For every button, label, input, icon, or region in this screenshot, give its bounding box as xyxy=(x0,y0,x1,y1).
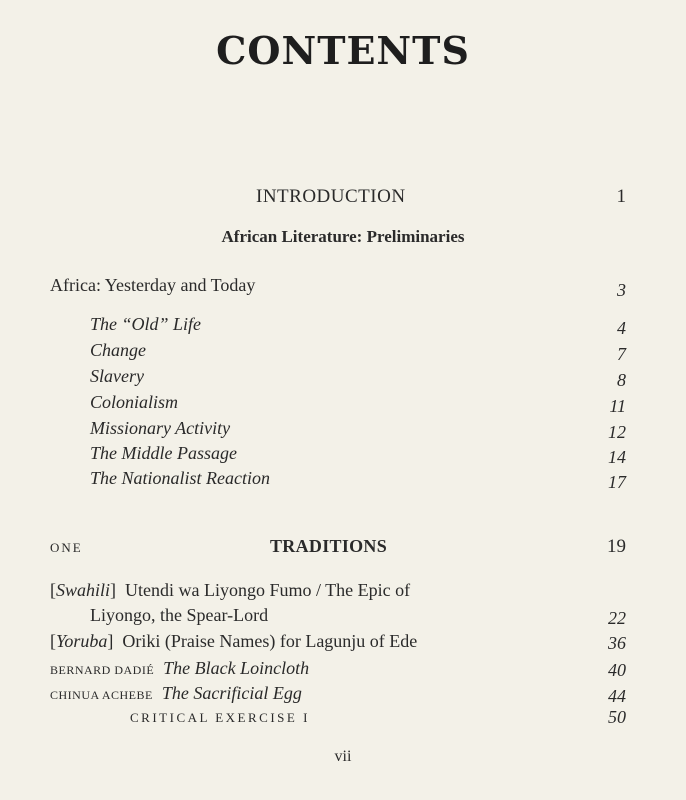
toc-entry xyxy=(50,580,410,601)
part-one-label: ONE xyxy=(50,540,83,555)
bracket: ] xyxy=(110,580,117,600)
part-one-title: TRADITIONS xyxy=(270,536,388,556)
introduction-heading: INTRODUCTION xyxy=(256,186,406,207)
bracket: [ xyxy=(50,631,56,651)
toc-entry-page: 22 xyxy=(608,608,626,628)
source-language: Swahili xyxy=(56,580,111,600)
toc-subitem-title: Slavery xyxy=(90,366,144,386)
part-one-page-number: 19 xyxy=(607,536,626,557)
toc-subitem-page: 4 xyxy=(617,318,626,338)
toc-entry-page: 40 xyxy=(608,660,626,680)
toc-subitem-title: Colonialism xyxy=(90,392,179,412)
toc-subitem-page: 12 xyxy=(608,422,626,442)
page-folio: vii xyxy=(334,748,352,765)
toc-subitem-title: The Middle Passage xyxy=(90,443,237,463)
toc-subitem-page: 8 xyxy=(617,370,626,390)
toc-subitem-title: The “Old” Life xyxy=(90,314,202,334)
toc-entry xyxy=(50,683,302,704)
toc-subitem-page: 17 xyxy=(608,472,626,492)
entry-author: BERNARD DADIÉ xyxy=(50,663,155,677)
entry-title-line: Utendi wa Liyongo Fumo / The Epic of xyxy=(125,580,411,600)
entry-title: The Black Loincloth xyxy=(163,658,310,678)
critical-exercise-page: 50 xyxy=(608,707,626,727)
entry-title: Oriki (Praise Names) for Lagunju of Ede xyxy=(122,631,418,651)
entry-title: The Sacrificial Egg xyxy=(161,683,302,703)
toc-subitem-title: Missionary Activity xyxy=(90,418,231,438)
bracket: [ xyxy=(50,580,56,600)
section-africa-page-number: 3 xyxy=(617,280,626,300)
toc-subitem-page: 7 xyxy=(617,344,626,364)
toc-subitem-title: Change xyxy=(90,340,146,360)
entry-author: CHINUA ACHEBE xyxy=(50,688,153,702)
toc-entry-page: 44 xyxy=(608,686,626,706)
toc-subitem-title: The Nationalist Reaction xyxy=(90,468,270,488)
critical-exercise-title: CRITICAL EXERCISE I xyxy=(130,710,310,725)
toc-entry-page: 36 xyxy=(608,633,626,653)
entry-title-continuation: Liyongo, the Spear-Lord xyxy=(90,605,269,625)
page-title: CONTENTS xyxy=(216,28,470,73)
introduction-page-number: 1 xyxy=(616,186,626,207)
introduction-subtitle: African Literature: Preliminaries xyxy=(221,227,465,246)
toc-entry xyxy=(50,631,417,652)
toc-entry xyxy=(50,658,309,679)
section-africa-title: Africa: Yesterday and Today xyxy=(50,275,256,295)
bracket: ] xyxy=(107,631,114,651)
toc-subitem-page: 14 xyxy=(608,447,626,467)
source-language: Yoruba xyxy=(56,631,108,651)
toc-subitem-page: 11 xyxy=(609,396,626,416)
